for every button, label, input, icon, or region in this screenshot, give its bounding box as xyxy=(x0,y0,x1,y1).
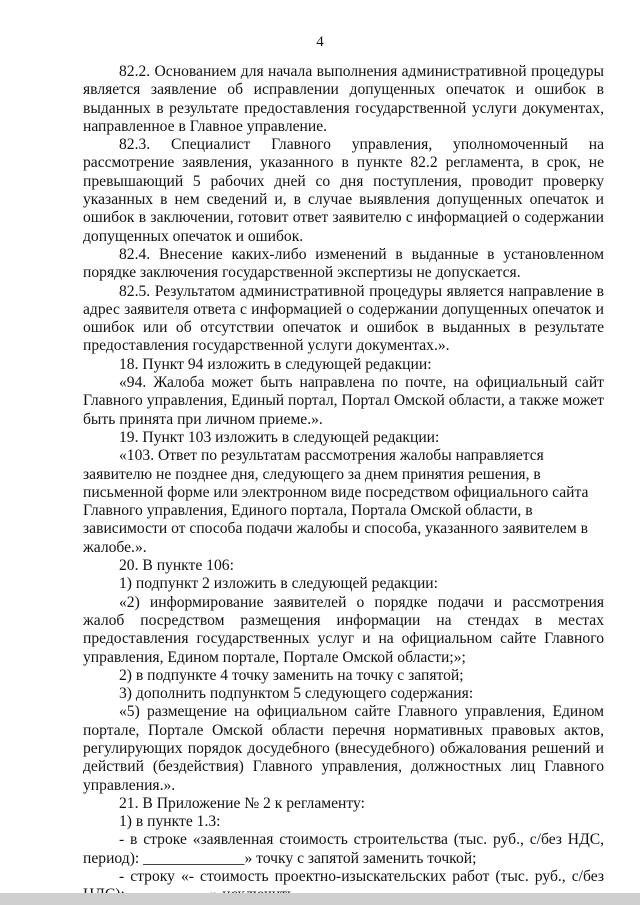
paragraph-20-3: 3) дополнить подпунктом 5 следующего содержания: xyxy=(119,685,474,703)
paragraph-20-1: 1) подпункт 2 изложить в следующей редакции: xyxy=(119,575,438,593)
paragraph-82-2: 82.2. Основанием для начала выполнения административной процедуры является заявление об исправлении допущенных опечаток и ошибок в выданных в результате предоставления государственной услуги документах, направленное в Главное управление. xyxy=(83,63,604,135)
paragraph-20-1-text: «2) информирование заявителей о порядке подачи и рассмотрения жалоб посредством размещения информации на стендах в местах предоставления государственных услуг и на официальном сайте Главного управления, Едином портале, Портале Омской области;»; xyxy=(83,593,604,666)
paragraph-21-1-line-1: - в строке «заявленная стоимость строительства (тыс. руб., с/без НДС, период): _____________» точку с запятой заменить точкой; xyxy=(83,831,604,867)
paragraph-19: 19. Пункт 103 изложить в следующей редакции: xyxy=(119,428,440,446)
paragraph-103-text: «103. Ответ по результатам рассмотрения жалобы направляется заявителю не позднее дня, следующего за днем принятия решения, в письменной форме или электронном виде посредством официального сайта Главного управления, Единого портала, Портала Омской области, в зависимости от способа подачи жалобы и способа, указанного заявителем в жалобе.». xyxy=(83,447,589,556)
paragraph-20: 20. В пункте 106: xyxy=(119,557,234,575)
paragraph-82-3: 82.3. Специалист Главного управления, уполномоченный на рассмотрение заявления, указанного в пункте 82.2 регламента, в срок, не превышающий 5 рабочих дней со дня поступления, проводит проверку указанных в нем сведений и, в случае выявления допущенных опечаток и ошибок в заключении, готовит ответ заявителю с информацией о содержании допущенных опечаток и ошибок. xyxy=(83,136,604,245)
paragraph-18: 18. Пункт 94 изложить в следующей редакции: xyxy=(119,355,432,373)
bottom-scan-edge xyxy=(0,893,640,905)
paragraph-20-3-text: «5) размещение на официальном сайте Главного управления, Едином портале, Портале Омской области перечня нормативных правовых актов, регулирующих порядок досудебного (внесудебного) обжалования решений и действий (бездействия) Главного управления, должностных лиц Главного управления.». xyxy=(83,703,604,794)
paragraph-20-2: 2) в подпункте 4 точку заменить на точку с запятой; xyxy=(119,666,464,684)
page-number: 4 xyxy=(316,34,324,50)
paragraph-21-1-line-2: - строку «- стоимость проектно-изыскательских работ (тыс. руб., с/без xyxy=(119,868,604,886)
paragraph-21-1: 1) в пункте 1.3: xyxy=(119,813,221,831)
paragraph-82-4: 82.4. Внесение каких-либо изменений в выданные в установленном порядке заключения государственной экспертизы не допускается. xyxy=(83,245,604,282)
paragraph-21: 21. В Приложение № 2 к регламенту: xyxy=(119,794,365,812)
paragraph-82-5: 82.5. Результатом административной процедуры является направление в адрес заявителя ответа с информацией о содержании допущенных опечаток и ошибок или об отсутствии опечаток и ошибок в выданных в результате предоставления государственной услуги документах.». xyxy=(83,282,604,355)
document-body xyxy=(83,63,604,905)
paragraph-94-text: «94. Жалоба может быть направлена по почте, на официальный сайт Главного управления, Единый портал, Портал Омской области, а также может быть принята при личном приеме.». xyxy=(83,374,604,428)
